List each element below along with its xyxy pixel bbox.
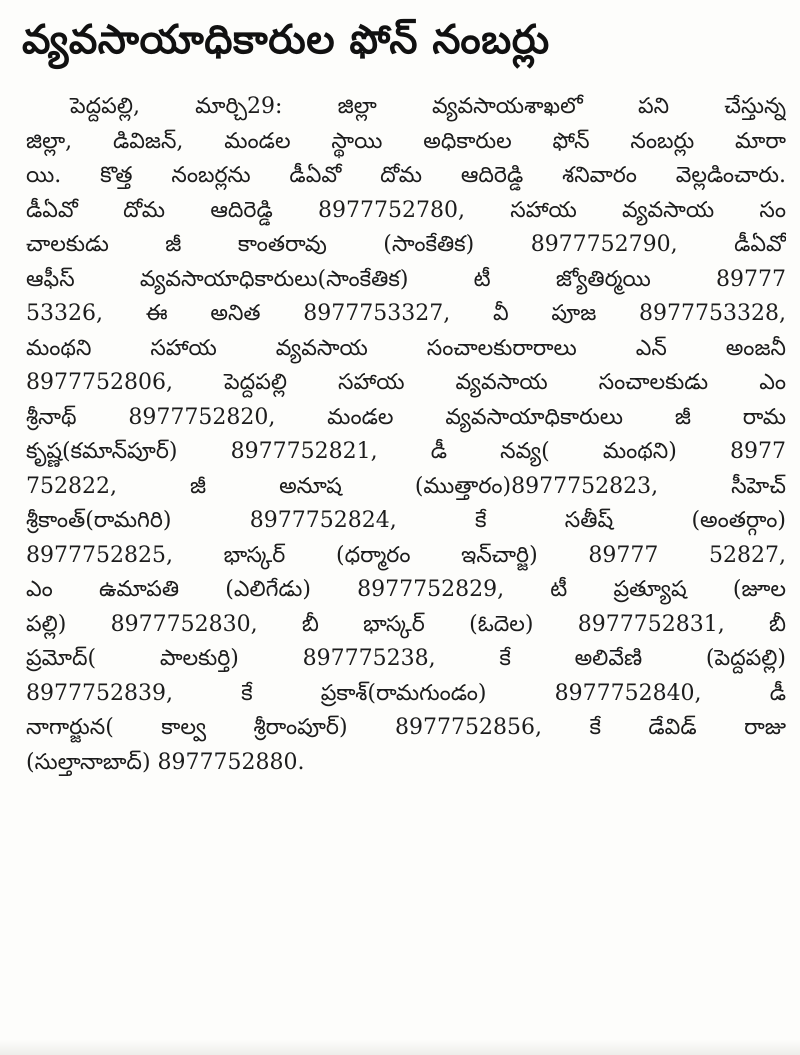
text-line: 8977752839, కే ప్రకాశ్(రామగుండం) 8977752840, డీ (26, 680, 786, 706)
text-line: ఆఫీస్ వ్యవసాయాధికారులు(సాంకేతిక) టీ జ్యోతిర్మయి 89777 (26, 266, 786, 292)
article-body (26, 90, 786, 780)
page-edge (0, 1040, 800, 1055)
headline: వ్యవసాయాధికారుల ఫోన్ నంబర్లు (22, 17, 550, 63)
text-line: మంథని సహాయ వ్యవసాయ సంచాలకురారాలు ఎన్ అంజనీ (26, 335, 786, 361)
text-line: నాగార్జున( కాల్వ శ్రీరాంపూర్) 8977752856, కే డేవిడ్ రాజు (26, 715, 786, 740)
text-line: చాలకుడు జీ కాంతరావు (సాంకేతిక) 8977752790, డీఏవో (26, 232, 786, 257)
text-line: 752822, జీ అనూష (ముత్తారం)8977752823, సీహెచ్ (26, 473, 786, 499)
text-line: పెద్దపల్లి, మార్చి29: జిల్లా వ్యవసాయశాఖలో పని చేస్తున్న (70, 94, 786, 119)
text-line: 8977752806, పెద్దపల్లి సహాయ వ్యవసాయ సంచాలకుడు ఎం (26, 370, 786, 395)
text-line: పల్లి) 8977752830, బీ భాస్కర్ (ఓదెల) 8977752831, బీ (26, 611, 786, 637)
text-line: ప్రమోద్( పాలకుర్తి) 897775238, కే అలివేణి (పెద్దపల్లి) (26, 646, 786, 671)
text-line: ఎం ఉమాపతి (ఎలిగేడు) 8977752829, టీ ప్రత్యూష (జూల (26, 577, 786, 602)
text-line: 8977752825, భాస్కర్ (ధర్మారం ఇన్‌చార్జి) 89777 52827, (26, 542, 786, 568)
text-line: కృష్ణ(కమాన్‌పూర్) 8977752821, డీ నవ్య( మంథని) 8977 (26, 439, 786, 464)
text-line: శ్రీకాంత్(రామగిరి) 8977752824, కే సతీష్ (అంతర్గాం) (26, 508, 786, 533)
text-line: జిల్లా, డివిజన్, మండల స్థాయి అధికారుల ఫోన్ నంబర్లు మారా (26, 128, 786, 154)
text-line: శ్రీనాథ్ 8977752820, మండల వ్యవసాయాధికారులు జీ రామ (26, 404, 786, 430)
text-line: డీఏవో దోమ ఆదిరెడ్డి 8977752780, సహాయ వ్యవసాయ సం (26, 197, 786, 223)
text-line: యి. కొత్త నంబర్లను డీఏవో దోమ ఆదిరెడ్డి శనివారం వెల్లడించారు. (26, 163, 786, 188)
text-line: (సుల్తానాబాద్) 8977752880. (26, 749, 305, 775)
text-line: 53326, ఈ అనిత 8977753327, వీ పూజ 8977753328, (26, 301, 786, 326)
